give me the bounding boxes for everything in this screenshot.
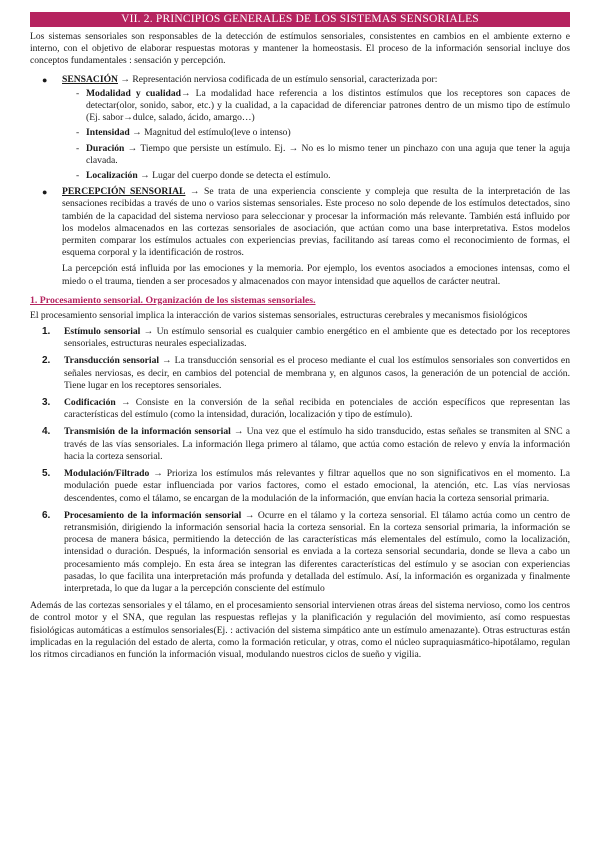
concept-term: PERCEPCIÓN SENSORIAL	[62, 186, 186, 198]
step-text: → Una vez que el estímulo ha sido transducido, estas señales se transmiten al SNC a través de las vías sensoriales. La información llega primero al tálamo, que actúa como estación de relevo y envía la información hacia la corteza sensorial.	[64, 426, 570, 462]
concept-definition: → Representación nerviosa codificada de un estímulo sensorial, caracterizada por:	[117, 73, 438, 85]
step-number: 4.	[42, 426, 51, 438]
step-term: Modulación/Filtrado	[64, 468, 150, 480]
concept-sensacion	[30, 74, 570, 183]
step-item	[30, 326, 570, 350]
intro-paragraph: Los sistemas sensoriales son responsables de la detección de estímulos sensoriales, consistentes en cambios en el ambiente externo e interno, con el objetivo de elaborar respuestas motoras y mantener la homeostasis. El proceso de la información sensorial incluye dos conceptos fundamentales : sensación y percepción.	[30, 31, 570, 67]
step-term: Codificación	[64, 397, 116, 409]
concept-definition: → Se trata de una experiencia consciente y compleja que resulta de la interpretación de las sensaciones recibidas a través de uno o varios sistemas sensoriales. Este proceso no solo depende de los estímulos detectados, sino también de la capacidad del sistema nervioso para seleccionar y procesar la información más relevante. También está influido por los modelos almacenados en las cortezas sensoriales de asociación, que actúan como una base interpretativa. Estos modelos permiten comparar los estímulos actuales con experiencias previas, facilitando así tareas como el reconocimiento de formas, el esquema corporal y la identificación de rostros.	[62, 186, 570, 259]
step-number: 2.	[42, 355, 51, 367]
concept-term: SENSACIÓN	[62, 73, 118, 85]
characteristic-item	[74, 127, 570, 139]
dash-icon: -	[76, 142, 80, 154]
concepts-list	[30, 74, 570, 260]
characteristic-term: Modalidad y cualidad	[86, 87, 181, 99]
step-term: Transmisión de la información sensorial	[64, 426, 231, 438]
characteristic-term: Localización	[86, 170, 138, 182]
step-number: 5.	[42, 468, 51, 480]
step-text: → Un estímulo sensorial es cualquier cambio energético en el ambiente que es detectado por los receptores sensoriales, estructuras neurales especializadas.	[64, 326, 570, 350]
characteristic-text: → Tiempo que persiste un estímulo. Ej. → No es lo mismo tener un pinchazo con una aguja que tener la aguja clavada.	[86, 142, 570, 166]
bullet-icon: ●	[42, 187, 48, 198]
sensacion-characteristics	[62, 88, 570, 182]
step-term: Estímulo sensorial	[64, 326, 141, 338]
step-text: → Prioriza los estímulos más relevantes y filtrar aquellos que no son significativos en el momento. La modulación puede estar influenciada por varios factores, como el estado emocional, la atención, etc. Las vías nerviosas descendentes, como el tálamo, se encargan de la modulación de la información, que envían hacia la corteza sensorial primaria.	[64, 468, 570, 504]
step-term: Transducción sensorial	[64, 355, 160, 367]
characteristic-term: Duración	[86, 142, 125, 154]
characteristic-item	[74, 170, 570, 182]
step-item	[30, 355, 570, 392]
dash-icon: -	[76, 127, 80, 139]
characteristic-text: → Lugar del cuerpo donde se detecta el estímulo.	[137, 170, 331, 182]
characteristic-item	[74, 143, 570, 167]
step-item	[30, 468, 570, 505]
step-item	[30, 510, 570, 595]
closing-paragraph: Además de las cortezas sensoriales y el tálamo, en el procesamiento sensorial intervienen otras áreas del sistema nervioso, como los centros de control motor y el SNA, que regulan las respuestas reflejas y la planificación y regulación del movimiento, así como respuestas fisiológicas automáticas a estímulos sensoriales(Ej. : activación del sistema simpático ante un estímulo amenazante). Otras estructuras están implicadas en la regulación del estado de alerta, como la formación reticular, y otras, como el núcleo supraquiasmático-hipotálamo, regulan los ritmos circadianos en función la información visual, modulando nuestros ciclos de sueño y vigilia.	[30, 600, 570, 660]
section-heading: 1. Procesamiento sensorial. Organización de los sistemas sensoriales.	[30, 294, 316, 306]
dash-icon: -	[76, 87, 80, 99]
characteristic-term: Intensidad	[86, 127, 130, 139]
step-number: 6.	[42, 509, 51, 521]
step-text: → La transducción sensorial es el proceso mediante el cual los estímulos sensoriales son convertidos en señales nerviosas, es decir, en cambios del potencial de membrana y, en algunos casos, la generación de un potencial de acción. Tiene lugar en los receptores sensoriales.	[64, 355, 570, 391]
characteristic-text: → La modalidad hace referencia a los distintos estímulos que los receptores son capaces de detectar(olor, sonido, sabor, etc.) y la cualidad, a la capacidad de diferenciar patrones dentro de un mismo tipo de estímulo (Ej. sabor→dulce, salado, ácido, amargo…)	[86, 87, 570, 124]
page-title: VII. 2. PRINCIPIOS GENERALES DE LOS SISTEMAS SENSORIALES	[30, 12, 570, 27]
dash-icon: -	[76, 170, 80, 182]
step-item	[30, 426, 570, 463]
section-intro: El procesamiento sensorial implica la interacción de varios sistemas sensoriales, estructuras cerebrales y mecanismos fisiológicos	[30, 309, 528, 321]
step-text: → Ocurre en el tálamo y la corteza sensorial. El tálamo actúa como un centro de retransmisión, dirigiendo la información sensorial hacia la corteza sensorial. En la corteza sensorial primaria, la información se procesa de manera básica, permitiendo la detección de las características más elementales del estímulo, como la localización, intensidad o duración. Después, la información sensorial es enviada a la corteza sensorial secundaria, donde se lleva a cabo un procesamiento más complejo. En esta área se integran las diferentes características del estímulo y se asocian con experiencias pasadas, lo que facilita una interpretación más profunda y detallada del estímulo. Así, la información es organizada y finalmente interpretada, lo que da lugar a la percepción consciente del estímulo	[64, 509, 570, 594]
characteristic-item	[74, 88, 570, 125]
processing-steps-list	[30, 326, 570, 595]
step-term: Procesamiento de la información sensorial	[64, 509, 242, 521]
percepcion-extra-paragraph: La percepción está influida por las emociones y la memoria. Por ejemplo, los eventos asociados a emociones intensas, como el miedo o el trauma, tienden a ser procesados y almacenados con mayor intensidad que aquellos de carácter neutral.	[62, 263, 570, 287]
concept-percepcion	[30, 186, 570, 259]
bullet-icon: ●	[42, 74, 48, 85]
characteristic-text: → Magnitud del estímulo(leve o intenso)	[129, 127, 291, 139]
step-text: → Consiste en la conversión de la señal recibida en potenciales de acción específicos que representan las características del estímulo (como la intensidad, duración, localización y tipo de estímulo).	[64, 397, 570, 421]
step-number: 3.	[42, 397, 51, 409]
step-item	[30, 397, 570, 421]
step-number: 1.	[42, 326, 51, 338]
